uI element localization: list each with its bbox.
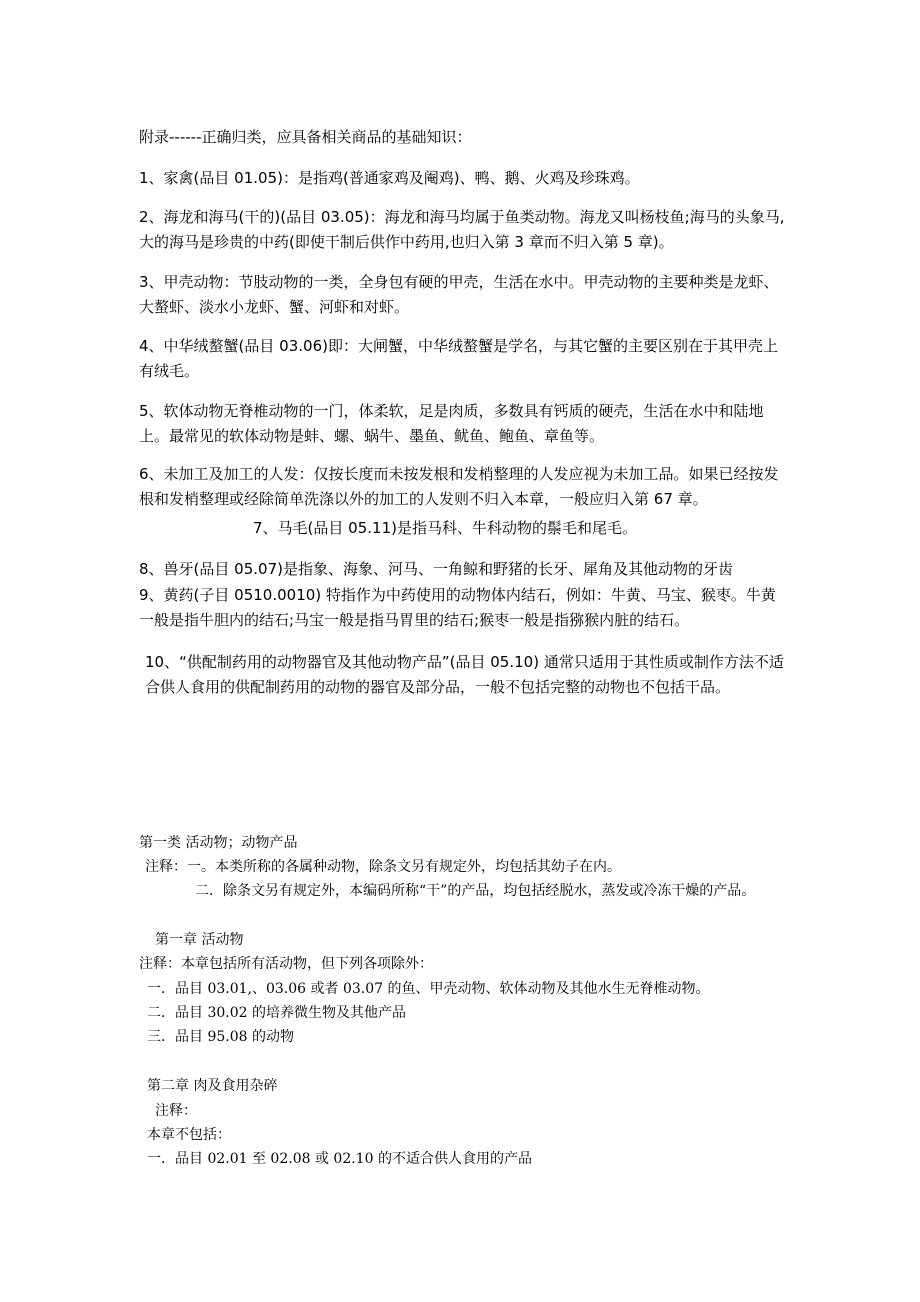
appendix-item-8: 8、兽牙(品目 05.07)是指象、海象、河马、一角鲸和野猪的长牙、犀角及其他动物的牙齿 bbox=[139, 560, 733, 578]
appendix-item-2: 2、海龙和海马(干的)(品目 03.05)：海龙和海马均属于鱼类动物。海龙又叫杨枝鱼;海马的头象马,大的海马是珍贵的中药(即使干制后供作中药用,也归入第 3 章而不归入第 5 章)。 bbox=[139, 208, 785, 251]
appendix-intro: 附录------正确归类，应具备相关商品的基础知识： bbox=[139, 128, 472, 146]
chapter-1-exclusion-2: 二．品目 30.02 的培养微生物及其他产品 bbox=[147, 1005, 406, 1021]
section-note-1: 注释：一。本类所称的各属种动物，除条文另有规定外，均包括其幼子在内。 bbox=[145, 859, 621, 875]
section-title: 第一类 活动物；动物产品 bbox=[139, 835, 298, 851]
appendix-item-10: 10、“供配制药用的动物器官及其他动物产品”(品目 05.10) 通常只适用于其性质或制作方法不适合供人食用的供配制药用的动物的器官及部分品，一般不包括完整的动物也不包括干品。 bbox=[145, 653, 784, 696]
appendix-item-7: 7、马毛(品目 05.11)是指马科、牛科动物的鬃毛和尾毛。 bbox=[253, 519, 637, 537]
chapter-1-note: 注释：本章包括所有活动物，但下列各项除外： bbox=[139, 956, 433, 972]
appendix-item-1: 1、家禽(品目 01.05)：是指鸡(普通家鸡及阉鸡)、鸭、鹅、火鸡及珍珠鸡。 bbox=[139, 169, 640, 187]
appendix-item-5: 5、软体动物无脊椎动物的一门，体柔软，足是肉质，多数具有钙质的硬壳，生活在水中和陆地上。最常见的软体动物是蚌、螺、蜗牛、墨鱼、鱿鱼、鲍鱼、章鱼等。 bbox=[139, 402, 764, 445]
chapter-2-exclusion-1: 一．品目 02.01 至 02.08 或 02.10 的不适合供人食用的产品 bbox=[147, 1151, 532, 1167]
chapter-2-note-label: 注释： bbox=[155, 1103, 197, 1119]
chapter-1-title: 第一章 活动物 bbox=[155, 932, 244, 948]
appendix-item-3: 3、甲壳动物：节肢动物的一类，全身包有硬的甲壳，生活在水中。甲壳动物的主要种类是龙虾、大螯虾、淡水小龙虾、蟹、河虾和对虾。 bbox=[139, 273, 779, 316]
chapter-2-title: 第二章 肉及食用杂碎 bbox=[147, 1078, 278, 1094]
appendix-item-4: 4、中华绒螯蟹(品目 03.06)即：大闸蟹，中华绒螯蟹是学名，与其它蟹的主要区别在于其甲壳上有绒毛。 bbox=[139, 337, 778, 380]
section-note-2: 二．除条文另有规定外，本编码所称“干”的产品，均包括经脱水，蒸发或冷冻干燥的产品。 bbox=[195, 883, 756, 899]
chapter-2-not-included: 本章不包括： bbox=[147, 1127, 231, 1143]
chapter-1-exclusion-1: 一．品目 03.01,、03.06 或者 03.07 的鱼、甲壳动物、软体动物及其他水生无脊椎动物。 bbox=[147, 981, 710, 997]
appendix-item-6: 6、未加工及加工的人发：仅按长度而未按发根和发梢整理的人发应视为未加工品。如果已经按发根和发梢整理或经除简单洗涤以外的加工的人发则不归入本章，一般应归入第 67 章。 bbox=[139, 465, 779, 508]
appendix-item-9: 9、黄药(子目 0510.0010) 特指作为中药使用的动物体内结石，例如：牛黄、马宝、猴枣。牛黄一般是指牛胆内的结石;马宝一般是指马胃里的结石;猴枣一般是指猕猴内脏的结石。 bbox=[139, 586, 776, 629]
chapter-1-exclusion-3: 三．品目 95.08 的动物 bbox=[147, 1029, 294, 1045]
